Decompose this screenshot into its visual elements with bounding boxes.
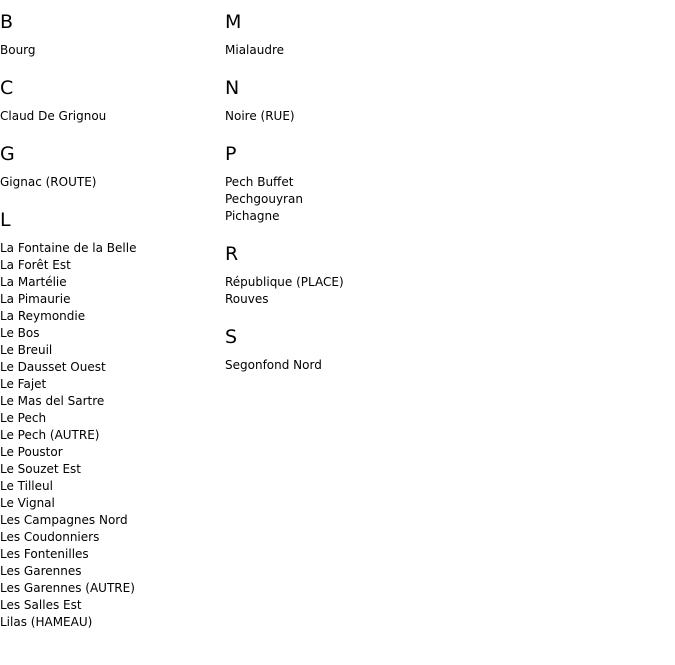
street-list-item [0, 597, 225, 614]
street-link[interactable]: Bourg [0, 43, 36, 57]
street-list-item [0, 444, 225, 461]
street-list-item [0, 257, 225, 274]
letter-group-n [225, 77, 450, 125]
street-list [0, 42, 225, 59]
letter-group-l [0, 209, 225, 631]
street-link[interactable]: La Pimaurie [0, 292, 71, 306]
street-link[interactable]: Le Pech (AUTRE) [0, 428, 100, 442]
street-link[interactable]: Le Breuil [0, 343, 53, 357]
letter-heading: L [0, 209, 11, 231]
street-list [225, 108, 450, 125]
street-list-item [0, 410, 225, 427]
street-link[interactable]: La Forêt Est [0, 258, 71, 272]
letter-group-m [225, 11, 450, 59]
street-link[interactable]: La Fontaine de la Belle [0, 241, 137, 255]
letter-heading: M [225, 11, 242, 33]
street-link[interactable]: République (PLACE) [225, 275, 344, 289]
street-list-item [0, 512, 225, 529]
street-list-item [225, 291, 450, 308]
street-list [225, 42, 450, 59]
letter-heading: N [225, 77, 240, 99]
street-list-item [225, 208, 450, 225]
street-link[interactable]: Le Vignal [0, 496, 55, 510]
street-index-column-left [0, 0, 225, 649]
street-list-item [0, 325, 225, 342]
letter-group-c [0, 77, 225, 125]
letter-heading: B [0, 11, 14, 33]
street-link[interactable]: Les Salles Est [0, 598, 82, 612]
street-list-item [0, 478, 225, 495]
street-list [0, 108, 225, 125]
street-link[interactable]: Lilas (HAMEAU) [0, 615, 93, 629]
street-link[interactable]: Le Souzet Est [0, 462, 81, 476]
street-list-item [0, 427, 225, 444]
street-list [225, 357, 450, 374]
street-link[interactable]: Les Garennes [0, 564, 82, 578]
street-link[interactable]: Claud De Grignou [0, 109, 107, 123]
street-list-item [225, 357, 450, 374]
street-list-item [0, 495, 225, 512]
street-link[interactable]: Gignac (ROUTE) [0, 175, 97, 189]
street-link[interactable]: Les Fontenilles [0, 547, 89, 561]
street-list-item [225, 274, 450, 291]
street-link[interactable]: Le Mas del Sartre [0, 394, 105, 408]
street-list [0, 240, 225, 631]
street-list-item [0, 580, 225, 597]
street-link[interactable]: Le Pech [0, 411, 47, 425]
street-list-item [0, 342, 225, 359]
letter-heading: S [225, 326, 238, 348]
street-list-item [0, 274, 225, 291]
street-list-item [225, 108, 450, 125]
street-list-item [0, 240, 225, 257]
street-list-item [225, 174, 450, 191]
street-list-item [0, 461, 225, 478]
street-link[interactable]: Les Coudonniers [0, 530, 100, 544]
street-link[interactable]: Le Dausset Ouest [0, 360, 106, 374]
street-list-item [0, 546, 225, 563]
street-link[interactable]: Le Poustor [0, 445, 63, 459]
letter-heading: R [225, 243, 239, 265]
letter-group-b [0, 11, 225, 59]
street-list-item [0, 291, 225, 308]
street-list-item [0, 614, 225, 631]
street-list-item [0, 376, 225, 393]
street-link[interactable]: Le Tilleul [0, 479, 53, 493]
street-list [225, 274, 450, 308]
street-link[interactable]: Le Fajet [0, 377, 47, 391]
street-link[interactable]: Pech Buffet [225, 175, 294, 189]
street-link[interactable]: La Reymondie [0, 309, 86, 323]
letter-heading: G [0, 143, 15, 165]
street-list [0, 174, 225, 191]
letter-heading: C [0, 77, 14, 99]
street-link[interactable]: Pechgouyran [225, 192, 303, 206]
street-link[interactable]: Les Campagnes Nord [0, 513, 128, 527]
street-link[interactable]: Pichagne [225, 209, 280, 223]
letter-group-s [225, 326, 450, 374]
street-list-item [225, 42, 450, 59]
letter-group-r [225, 243, 450, 308]
letter-group-g [0, 143, 225, 191]
street-link[interactable]: Les Garennes (AUTRE) [0, 581, 135, 595]
street-link[interactable]: Le Bos [0, 326, 40, 340]
street-list-item [0, 393, 225, 410]
street-list-item [225, 191, 450, 208]
street-list-item [0, 308, 225, 325]
street-list-item [0, 174, 225, 191]
letter-heading: P [225, 143, 237, 165]
street-link[interactable]: Noire (RUE) [225, 109, 295, 123]
street-link[interactable]: Rouves [225, 292, 269, 306]
letter-group-p [225, 143, 450, 225]
street-list-item [0, 42, 225, 59]
street-link[interactable]: Mialaudre [225, 43, 285, 57]
street-link[interactable]: Segonfond Nord [225, 358, 322, 372]
street-list-item [0, 529, 225, 546]
street-list-item [0, 359, 225, 376]
street-list-item [0, 563, 225, 580]
street-link[interactable]: La Martélie [0, 275, 67, 289]
street-list [225, 174, 450, 225]
street-list-item [0, 108, 225, 125]
street-index-column-right [225, 0, 450, 392]
